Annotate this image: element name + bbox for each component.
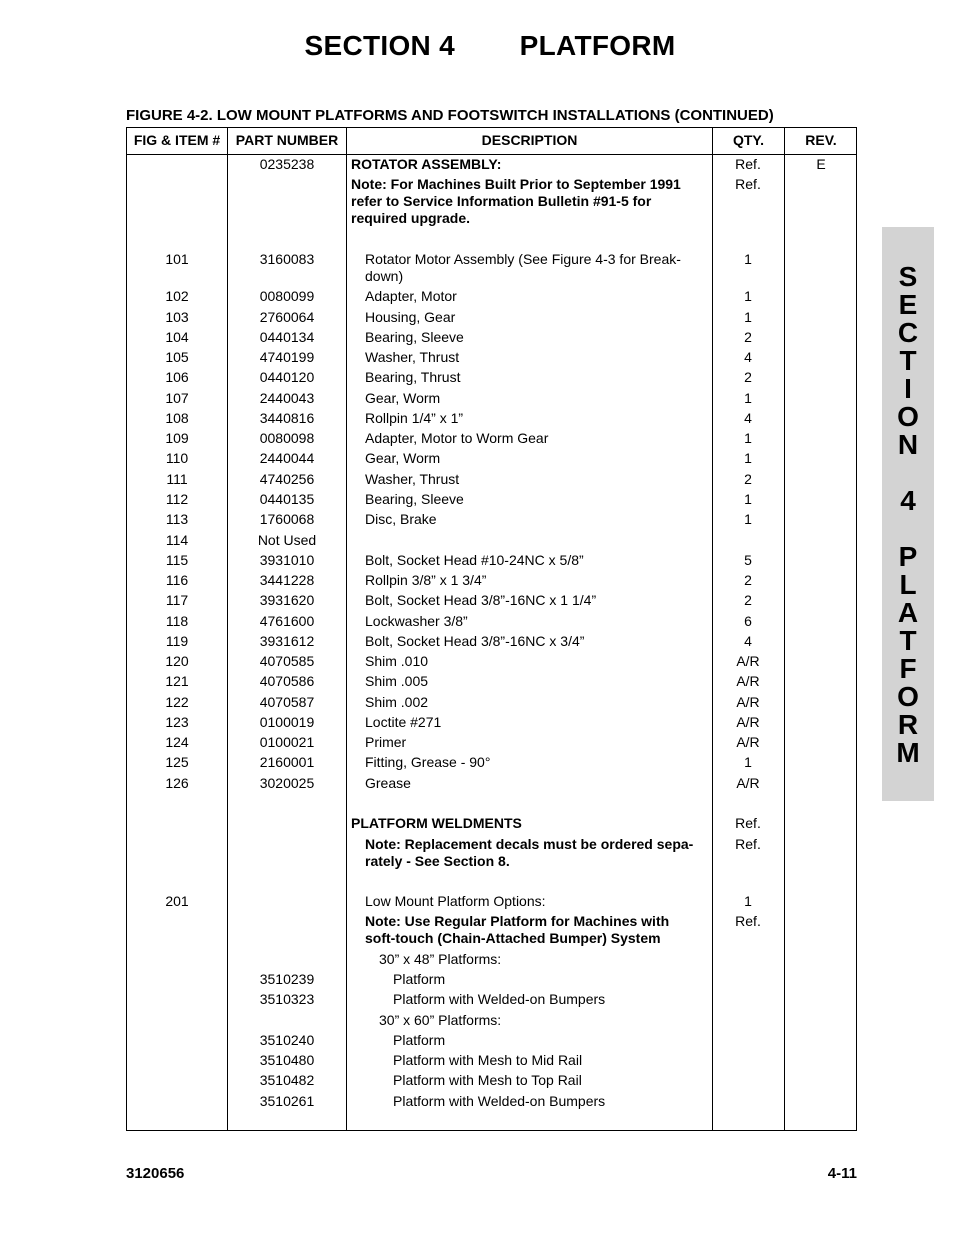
side-tab-letter: 4 — [900, 485, 916, 516]
part-number: 3931010 — [259, 552, 315, 568]
page-number: 4-11 — [827, 1165, 857, 1182]
part-number: 2160001 — [259, 754, 315, 770]
side-tab-letter: C — [897, 317, 919, 348]
description: Fitting, Grease - 90° — [365, 754, 491, 770]
header-rev: REV. — [805, 132, 837, 148]
description: Note: For Machines Built Prior to September 1991 refer to Service Information Bulletin #91-5 for required upgrade. — [351, 176, 681, 226]
side-tab-letter: S — [898, 261, 918, 292]
side-tab-letter: T — [899, 345, 917, 376]
item-number: 108 — [165, 410, 189, 426]
header-divider — [127, 154, 856, 155]
description: Gear, Worm — [365, 450, 441, 466]
side-tab-letter: O — [897, 401, 919, 432]
part-number: 3441228 — [259, 572, 315, 588]
page-title: SECTION 4 PLATFORM — [304, 30, 676, 61]
part-number: 0100019 — [259, 714, 315, 730]
header-fig-item: FIG & ITEM # — [133, 132, 221, 148]
part-number: 1760068 — [259, 511, 315, 527]
quantity: Ref. — [735, 156, 761, 172]
quantity: Ref. — [735, 815, 761, 831]
description: Bearing, Sleeve — [365, 329, 464, 345]
description: Adapter, Motor — [365, 288, 457, 304]
part-number: 0080098 — [259, 430, 315, 446]
part-number: 4070587 — [259, 694, 315, 710]
quantity: A/R — [736, 673, 760, 689]
revision: E — [816, 156, 826, 172]
description: ROTATOR ASSEMBLY: — [351, 156, 502, 172]
description: Adapter, Motor to Worm Gear — [365, 430, 549, 446]
quantity: 1 — [744, 251, 752, 267]
parts-table — [126, 127, 857, 1131]
quantity: A/R — [736, 775, 760, 791]
item-number: 125 — [165, 754, 189, 770]
item-number: 126 — [165, 775, 189, 791]
description: Rollpin 1/4” x 1” — [365, 410, 464, 426]
side-tab-letter: T — [899, 625, 917, 656]
description: Platform with Mesh to Mid Rail — [393, 1052, 583, 1068]
side-tab-letter: O — [897, 681, 919, 712]
header-qty: QTY. — [732, 132, 765, 148]
column-divider — [346, 128, 347, 1130]
part-number: 3510323 — [259, 991, 315, 1007]
item-number: 103 — [165, 309, 189, 325]
quantity: 6 — [744, 613, 752, 629]
part-number: 0080099 — [259, 288, 315, 304]
description: Note: Replacement decals must be ordered sepa- rately - See Section 8. — [365, 836, 694, 869]
description: Platform — [393, 971, 446, 987]
side-tab-letter: A — [897, 597, 919, 628]
side-tab-letter: F — [899, 653, 917, 684]
description: Primer — [365, 734, 407, 750]
quantity: 1 — [744, 288, 752, 304]
part-number: 0440134 — [259, 329, 315, 345]
description: Loctite #271 — [365, 714, 442, 730]
item-number: 123 — [165, 714, 189, 730]
description: Bearing, Sleeve — [365, 491, 464, 507]
part-number: 2760064 — [259, 309, 315, 325]
description: 30” x 60” Platforms: — [379, 1012, 502, 1028]
item-number: 121 — [165, 673, 189, 689]
item-number: 111 — [166, 471, 188, 487]
description: PLATFORM WELDMENTS — [351, 815, 522, 831]
description: Disc, Brake — [365, 511, 437, 527]
description: Note: Use Regular Platform for Machines with soft-touch (Chain-Attached Bumper) System — [365, 913, 670, 946]
description: Platform with Mesh to Top Rail — [393, 1072, 582, 1088]
item-number: 113 — [165, 511, 189, 527]
description: Shim .005 — [365, 673, 429, 689]
description: Rollpin 3/8” x 1 3/4” — [365, 572, 487, 588]
quantity: 2 — [744, 471, 752, 487]
quantity: A/R — [736, 714, 760, 730]
description: Washer, Thrust — [365, 349, 460, 365]
part-number: 3510480 — [259, 1052, 315, 1068]
item-number: 116 — [165, 572, 189, 588]
document-number: 3120656 — [126, 1165, 185, 1182]
description: Low Mount Platform Options: — [365, 893, 546, 909]
quantity: 1 — [744, 309, 752, 325]
side-tab-letter: R — [897, 709, 919, 740]
part-number: 2440043 — [259, 390, 315, 406]
section-side-tab — [882, 227, 934, 801]
part-number: 3510261 — [259, 1093, 315, 1109]
side-tab-letter: L — [899, 569, 917, 600]
quantity: 2 — [744, 329, 752, 345]
item-number: 105 — [165, 349, 189, 365]
item-number: 107 — [165, 390, 189, 406]
side-tab-letter: N — [897, 429, 919, 460]
quantity: 1 — [744, 430, 752, 446]
part-number: 3510482 — [259, 1072, 315, 1088]
item-number: 102 — [165, 288, 189, 304]
part-number: 3510239 — [259, 971, 315, 987]
quantity: A/R — [736, 734, 760, 750]
description: Shim .010 — [365, 653, 429, 669]
part-number: 3510240 — [259, 1032, 315, 1048]
part-number: 4740199 — [259, 349, 315, 365]
description: Platform with Welded-on Bumpers — [393, 991, 606, 1007]
item-number: 118 — [165, 613, 189, 629]
description: Washer, Thrust — [365, 471, 460, 487]
part-number: 0440120 — [259, 369, 315, 385]
part-number: 3160083 — [259, 251, 315, 267]
quantity: Ref. — [735, 836, 761, 852]
quantity: 2 — [744, 572, 752, 588]
part-number: 0440135 — [259, 491, 315, 507]
item-number: 101 — [165, 251, 189, 267]
item-number: 104 — [165, 329, 189, 345]
description: Bolt, Socket Head #10-24NC x 5/8” — [365, 552, 584, 568]
side-tab-letter: M — [896, 737, 920, 768]
item-number: 109 — [165, 430, 189, 446]
part-number: 3440816 — [259, 410, 315, 426]
quantity: 1 — [744, 511, 752, 527]
quantity: 2 — [744, 592, 752, 608]
part-number: 0100021 — [259, 734, 315, 750]
quantity: Ref. — [735, 176, 761, 192]
item-number: 112 — [165, 491, 189, 507]
item-number: 106 — [165, 369, 189, 385]
header-part-number: PART NUMBER — [235, 132, 339, 148]
item-number: 124 — [165, 734, 189, 750]
part-number: 3020025 — [259, 775, 315, 791]
header-description: DESCRIPTION — [481, 132, 578, 148]
item-number: 115 — [165, 552, 189, 568]
description: Platform with Welded-on Bumpers — [393, 1093, 606, 1109]
item-number: 122 — [165, 694, 189, 710]
part-number: Not Used — [257, 532, 317, 548]
item-number: 120 — [165, 653, 189, 669]
quantity: 5 — [744, 552, 752, 568]
part-number: 4761600 — [259, 613, 315, 629]
quantity: 1 — [744, 450, 752, 466]
description: Grease — [365, 775, 411, 791]
quantity: 1 — [744, 754, 752, 770]
description: Shim .002 — [365, 694, 429, 710]
quantity: 4 — [744, 410, 752, 426]
description: Platform — [393, 1032, 446, 1048]
quantity: 1 — [744, 390, 752, 406]
description: Bolt, Socket Head 3/8”-16NC x 3/4” — [365, 633, 585, 649]
description: Gear, Worm — [365, 390, 441, 406]
item-number: 110 — [165, 450, 189, 466]
description: Rotator Motor Assembly (See Figure 4-3 for Break- down) — [365, 251, 681, 284]
quantity: 4 — [744, 633, 752, 649]
quantity: A/R — [736, 653, 760, 669]
side-tab-letter: I — [904, 373, 912, 404]
figure-title: FIGURE 4-2. LOW MOUNT PLATFORMS AND FOOTSWITCH INSTALLATIONS (CONTINUED) — [126, 107, 774, 124]
description: Lockwasher 3/8” — [365, 613, 468, 629]
quantity: 4 — [744, 349, 752, 365]
quantity: 1 — [744, 491, 752, 507]
item-number: 119 — [165, 633, 189, 649]
quantity: Ref. — [735, 913, 761, 929]
quantity: 2 — [744, 369, 752, 385]
column-divider — [784, 128, 785, 1130]
item-number: 114 — [165, 532, 189, 548]
part-number: 3931612 — [259, 633, 315, 649]
description: 30” x 48” Platforms: — [379, 951, 502, 967]
part-number: 4070586 — [259, 673, 315, 689]
description: Housing, Gear — [365, 309, 456, 325]
part-number: 4070585 — [259, 653, 315, 669]
quantity: 1 — [744, 893, 752, 909]
quantity: A/R — [736, 694, 760, 710]
side-tab-letter: E — [898, 289, 918, 320]
item-number: 201 — [165, 893, 189, 909]
part-number: 2440044 — [259, 450, 315, 466]
description: Bearing, Thrust — [365, 369, 461, 385]
part-number: 3931620 — [259, 592, 315, 608]
part-number: 4740256 — [259, 471, 315, 487]
side-tab-letter: P — [898, 541, 918, 572]
part-number: 0235238 — [259, 156, 315, 172]
item-number: 117 — [165, 592, 189, 608]
description: Bolt, Socket Head 3/8”-16NC x 1 1/4” — [365, 592, 597, 608]
